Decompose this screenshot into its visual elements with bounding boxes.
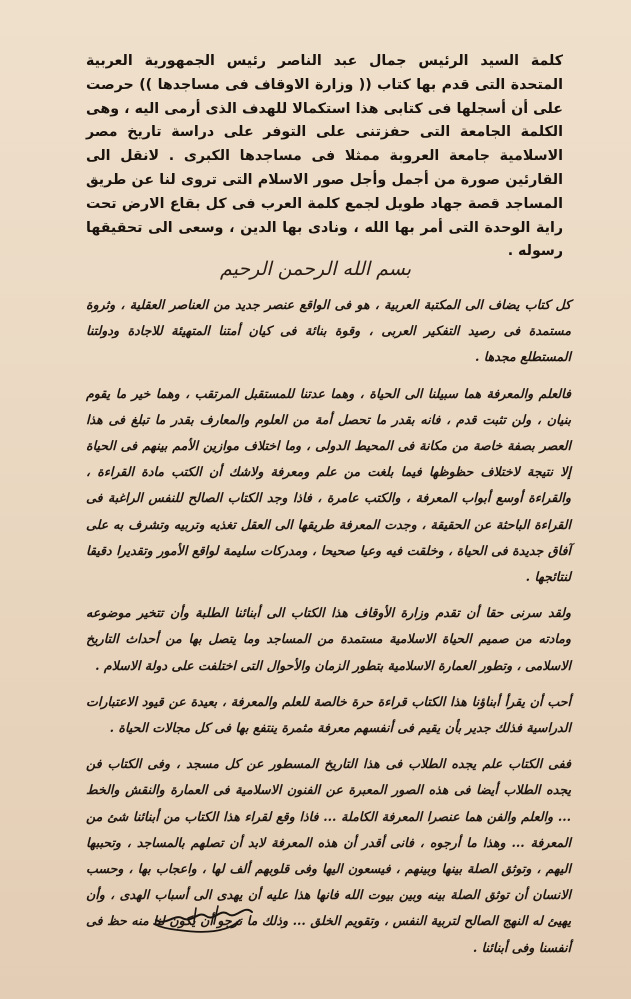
letter-paragraph: أحب أن يقرأ أبناؤنا هذا الكتاب قراءة حرة خالصة للعلم والمعرفة ، بعيدة عن قيود الاعتبارات الدراسية فذلك جدير بأن يقيم فى أنفسهم معرفة مثمرة ينتفع بها فى كل مجالات الحياة . — [86, 693, 571, 736]
letter-paragraph: فالعلم والمعرفة هما سبيلنا الى الحياة ، وهما عدتنا للمستقبل المرتقب ، وهما خير ما يقوم بنيان ، ولن تثبت قدم ، فانه بقدر ما تحصل أمة من العلوم والمعارف بقدر ما تبلغ فى هذا العصر بصفة خاصة من مكانة فى المحيط الدولى ، وما اختلاف موازين الأمم بينهم فى الحياة إلا نتيجة لاختلاف حظوظها فيما بلغت من علم ومعرفة ولاشك أن الكتب مادة القراءة ، والقراءة أوسع أبواب المعرفة ، والكتب عامرة ، فاذا وجد الكتاب الصالح للنفس الراغبة فى القراءة الباحثة عن الحقيقة ، وجدت المعرفة طريقها الى العقل تغذيه وتربيه وتشرف به على آفاق جديدة فى الحياة ، وخلقت فيه وعيا صحيحا ، ومدركات سليمة لواقع الأمور وتقديرا دقيقا لنتائجها . — [86, 385, 571, 585]
signature — [148, 894, 260, 940]
signature-mark — [148, 894, 260, 940]
intro-paragraph: كلمة السيد الرئيس جمال عبد الناصر رئيس الجمهورية العربية المتحدة التى قدم بها كتاب (( وزارة الاوقاف فى مساجدها )) حرصت على أن أسجلها فى كتابى هذا استكمالا للهدف الذى أرمى اليه ، وهى الكلمة الجامعة التى حفزتنى على التوفر على دراسة تاريخ مصر الاسلامية جامعة العروبة ممثلا فى مساجدها الكبرى . لانقل الى القارئين صورة من أجمل وأجل صور الاسلام التى تروى لنا عن طريق المساجد قصة جهاد طويل لجمع كلمة العرب فى كل بقاع الارض تحت راية الوحدة التى أمر بها الله ، ونادى بها الدين ، وسعى الى تحقيقها رسوله . — [86, 53, 563, 260]
letter-paragraph: ولقد سرنى حقا أن تقدم وزارة الأوقاف هذا الكتاب الى أبنائنا الطلبة وأن تتخير موضوعه ومادته من صميم الحياة الاسلامية مستمدة من المساجد وما يتصل بها من أحداث التاريخ الاسلامى ، وتطور العمارة الاسلامية بتطور الزمان والأحوال التى اختلفت على دولة الاسلام . — [86, 605, 571, 673]
basmala-heading: بسم الله الرحمن الرحيم — [220, 258, 411, 280]
handwritten-letter — [86, 292, 571, 971]
letter-paragraph: ففى الكتاب علم يجده الطلاب فى هذا التاريخ المسطور عن كل مسجد ، وفى الكتاب فن يجده الطلاب أيضا فى هذه الصور المعبرة عن الفنون الاسلامية فى العمارة والنقش والخط ... والعلم والفن هما عنصرا المعرفة الكاملة ... فاذا وقع لقراء هذا الكتاب من أبنائنا شئ من المعرفة ... وهذا ما أرجوه ، فانى أقدر أن هذه المعرفة لابد أن تصلهم بالمساجد ، وتحببها اليهم ، وتوثق الصلة بينها وبينهم ، فيسعون اليها وفى قلوبهم ألف لها ، واعجاب بها ، وحسب الانسان أن توثق الصلة بينه وبين بيوت الله فانها هذا عليه أن يهدى الى أسباب الهدى ، وأن يهيئ له النهج الصالح لتربية النفس ، وتقويم الخلق ... وذلك ما نرجو أن يكون لنا منه حظ فى أنفسنا وفى أبنائنا . — [86, 756, 571, 955]
letter-paragraph: كل كتاب يضاف الى المكتبة العربية ، هو فى الواقع عنصر جديد من العناصر العقلية ، وثروة مستمدة فى رصيد التفكير العربى ، وقوة بنائة فى كيان أمتنا المتهيئة للاجادة ودولتنا المستطلع مجدها . — [86, 297, 571, 365]
